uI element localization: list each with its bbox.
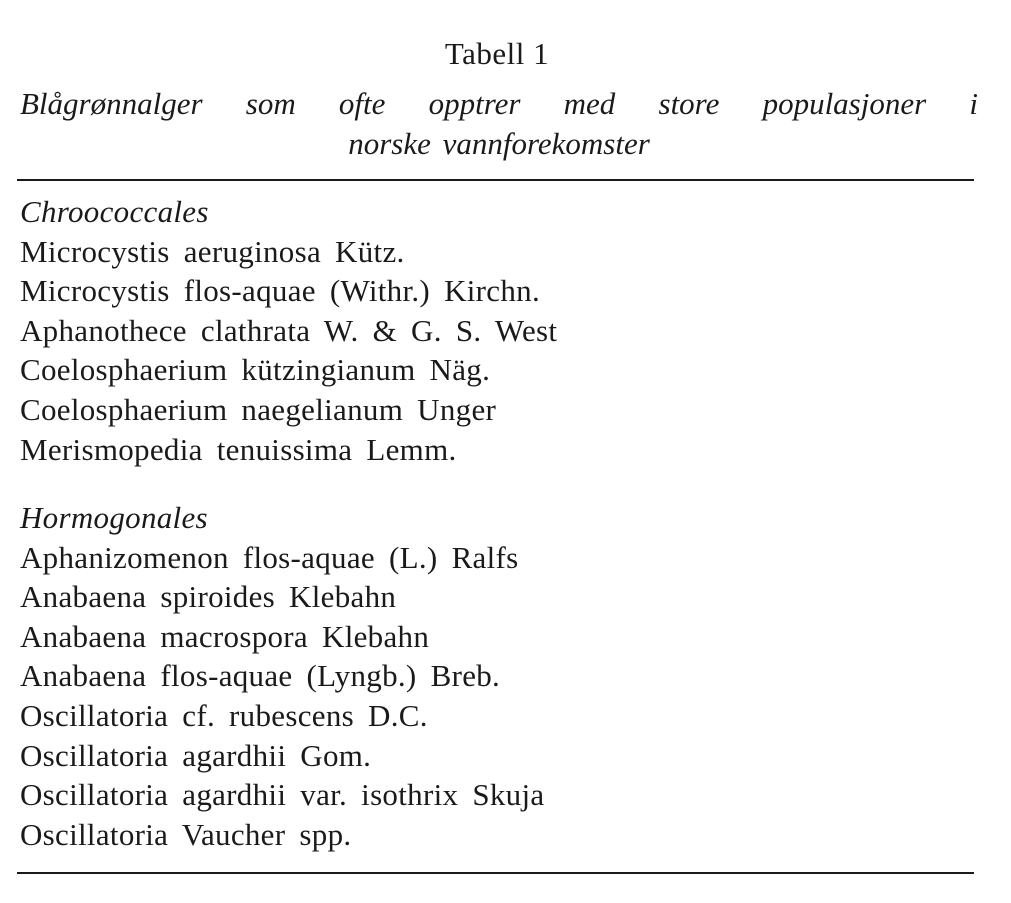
species-item: Microcystis aeruginosa Kütz. xyxy=(20,233,405,269)
species-item: Oscillatoria agardhii Gom. xyxy=(20,737,372,773)
species-item: Microcystis flos-aquae (Withr.) Kirchn. xyxy=(20,273,541,309)
species-item: Anabaena flos-aquae (Lyngb.) Breb. xyxy=(20,658,501,694)
species-item: Anabaena macrospora Klebahn xyxy=(20,618,430,654)
table-label: Tabell 1 xyxy=(444,36,550,71)
species-item: Merismopedia tenuissima Lemm. xyxy=(20,431,457,467)
bottom-rule xyxy=(17,872,974,874)
species-item: Oscillatoria Vaucher spp. xyxy=(20,816,352,852)
species-item: Aphanothece clathrata W. & G. S. West xyxy=(20,312,558,348)
species-list xyxy=(20,538,960,855)
group-hormogonales xyxy=(20,498,960,854)
group-chroococcales xyxy=(20,192,960,469)
species-list xyxy=(20,232,960,470)
caption-line-1: Blågrønnalger som ofte opptrer med store populasjoner i xyxy=(20,86,978,121)
species-item: Coelosphaerium kützingianum Näg. xyxy=(20,352,491,388)
top-rule xyxy=(17,179,974,181)
species-item: Anabaena spiroides Klebahn xyxy=(20,579,397,615)
species-item: Coelosphaerium naegelianum Unger xyxy=(20,391,497,427)
caption-line-2: norske vannforekomster xyxy=(348,126,650,161)
table-caption xyxy=(20,84,978,164)
species-item: Aphanizomenon flos-aquae (L.) Ralfs xyxy=(20,539,519,575)
group-title: Hormogonales xyxy=(20,500,208,535)
species-item: Oscillatoria agardhii var. isothrix Skuja xyxy=(20,777,545,813)
species-item: Oscillatoria cf. rubescens D.C. xyxy=(20,697,428,733)
group-title: Chroococcales xyxy=(20,194,209,229)
